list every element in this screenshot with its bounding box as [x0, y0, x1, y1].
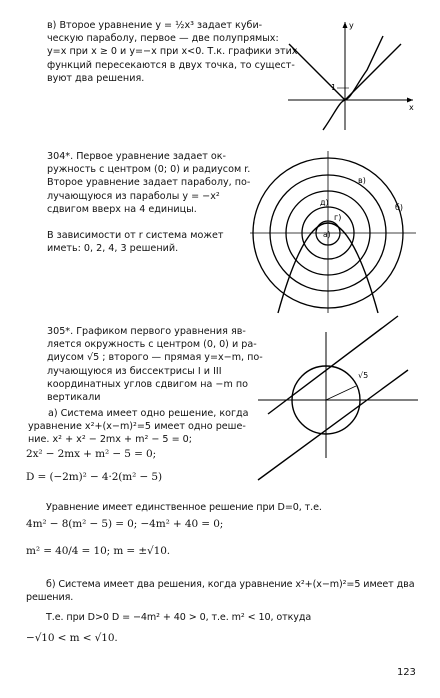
text-line: 304*. Первое уравнение задает ок- — [47, 151, 226, 162]
equation-8: Т.е. при D>0 D = −4m² + 40 > 0, т.е. m² < 10, откуда — [46, 612, 312, 623]
figure-circle-tangents — [258, 330, 418, 460]
fig1-label-1: 1 — [331, 83, 337, 92]
fig1-label-y: y — [349, 21, 354, 30]
text-line: ружность с центром (0; 0) и радиусом r. — [47, 164, 251, 176]
problem-304 — [47, 150, 250, 255]
text-line: уравнение x²+(x−m)²=5 имеет одно реше- — [28, 421, 246, 433]
fig3-label-sqrt5: √5 — [358, 371, 369, 380]
fig2-label-a: a) — [323, 230, 331, 239]
fig2-label-d: д) — [320, 198, 329, 207]
figure-cubic-abs — [283, 18, 418, 133]
fig2-label-g: г) — [334, 213, 342, 222]
text-line: ляется окружность с центром (0, 0) и ра- — [47, 339, 257, 351]
figure-circles-parabola — [250, 145, 420, 315]
text-line: иметь: 0, 2, 4, 3 решений. — [47, 243, 179, 255]
text-line: В зависимости от r система может — [47, 230, 224, 242]
problem-305-part-a — [28, 407, 249, 447]
text-line: а) Система имеет одно решение, когда — [48, 408, 249, 419]
equation-3: Уравнение имеет единственное решение при D=0, т.е. — [46, 502, 322, 513]
equation-4: 4m² − 8(m² − 5) = 0; −4m² + 40 = 0; — [26, 518, 224, 530]
text-line: Второе уравнение задает параболу, по- — [47, 177, 251, 189]
equation-5: m² = 40/4 = 10; m = ±√10. — [26, 545, 171, 557]
text-line: ческую параболу, первое — две полупрямых: — [47, 33, 279, 45]
text-line: y=x при x ≥ 0 и y=−x при x<0. Т.к. графики этих — [47, 46, 298, 58]
text-line: диусом √5 ; второго — прямая y=x−m, по- — [47, 352, 263, 364]
equation-6: б) Система имеет два решения, когда уравнение x²+(x−m)²=5 имеет два — [46, 579, 415, 590]
text-line: вуют два решения. — [47, 72, 145, 84]
paragraph-cubic — [47, 19, 298, 85]
text-line: сдвигом вверх на 4 единицы. — [47, 203, 197, 215]
equation-2: D = (−2m)² − 4·2(m² − 5) — [26, 471, 163, 483]
text-line: лучающуюся из биссектрисы I и III — [47, 365, 222, 377]
text-line: ние. x² + x² − 2mx + m² − 5 = 0; — [28, 434, 193, 446]
text-line: координатных углов сдвигом на −m по — [47, 378, 249, 390]
fig2-label-v: в) — [358, 176, 366, 185]
text-line — [47, 216, 250, 229]
fig2-label-b: б) — [395, 203, 404, 212]
text-line: лучающуюся из параболы y = −x² — [47, 190, 220, 202]
page-number: 123 — [397, 667, 416, 678]
text-line: 305*. Графиком первого уравнения яв- — [47, 326, 246, 337]
fig1-label-x: x — [409, 103, 414, 112]
text-line: в) Второе уравнение y = ½x³ задает куби- — [47, 20, 263, 31]
text-line: вертикали — [47, 392, 101, 404]
problem-305 — [47, 325, 263, 404]
equation-1: 2x² − 2mx + m² − 5 = 0; — [26, 448, 157, 460]
equation-9: −√10 < m < √10. — [26, 632, 118, 644]
text-line: функций пересекаются в двух точка, то сущест- — [47, 59, 295, 71]
equation-7: решения. — [26, 592, 74, 603]
